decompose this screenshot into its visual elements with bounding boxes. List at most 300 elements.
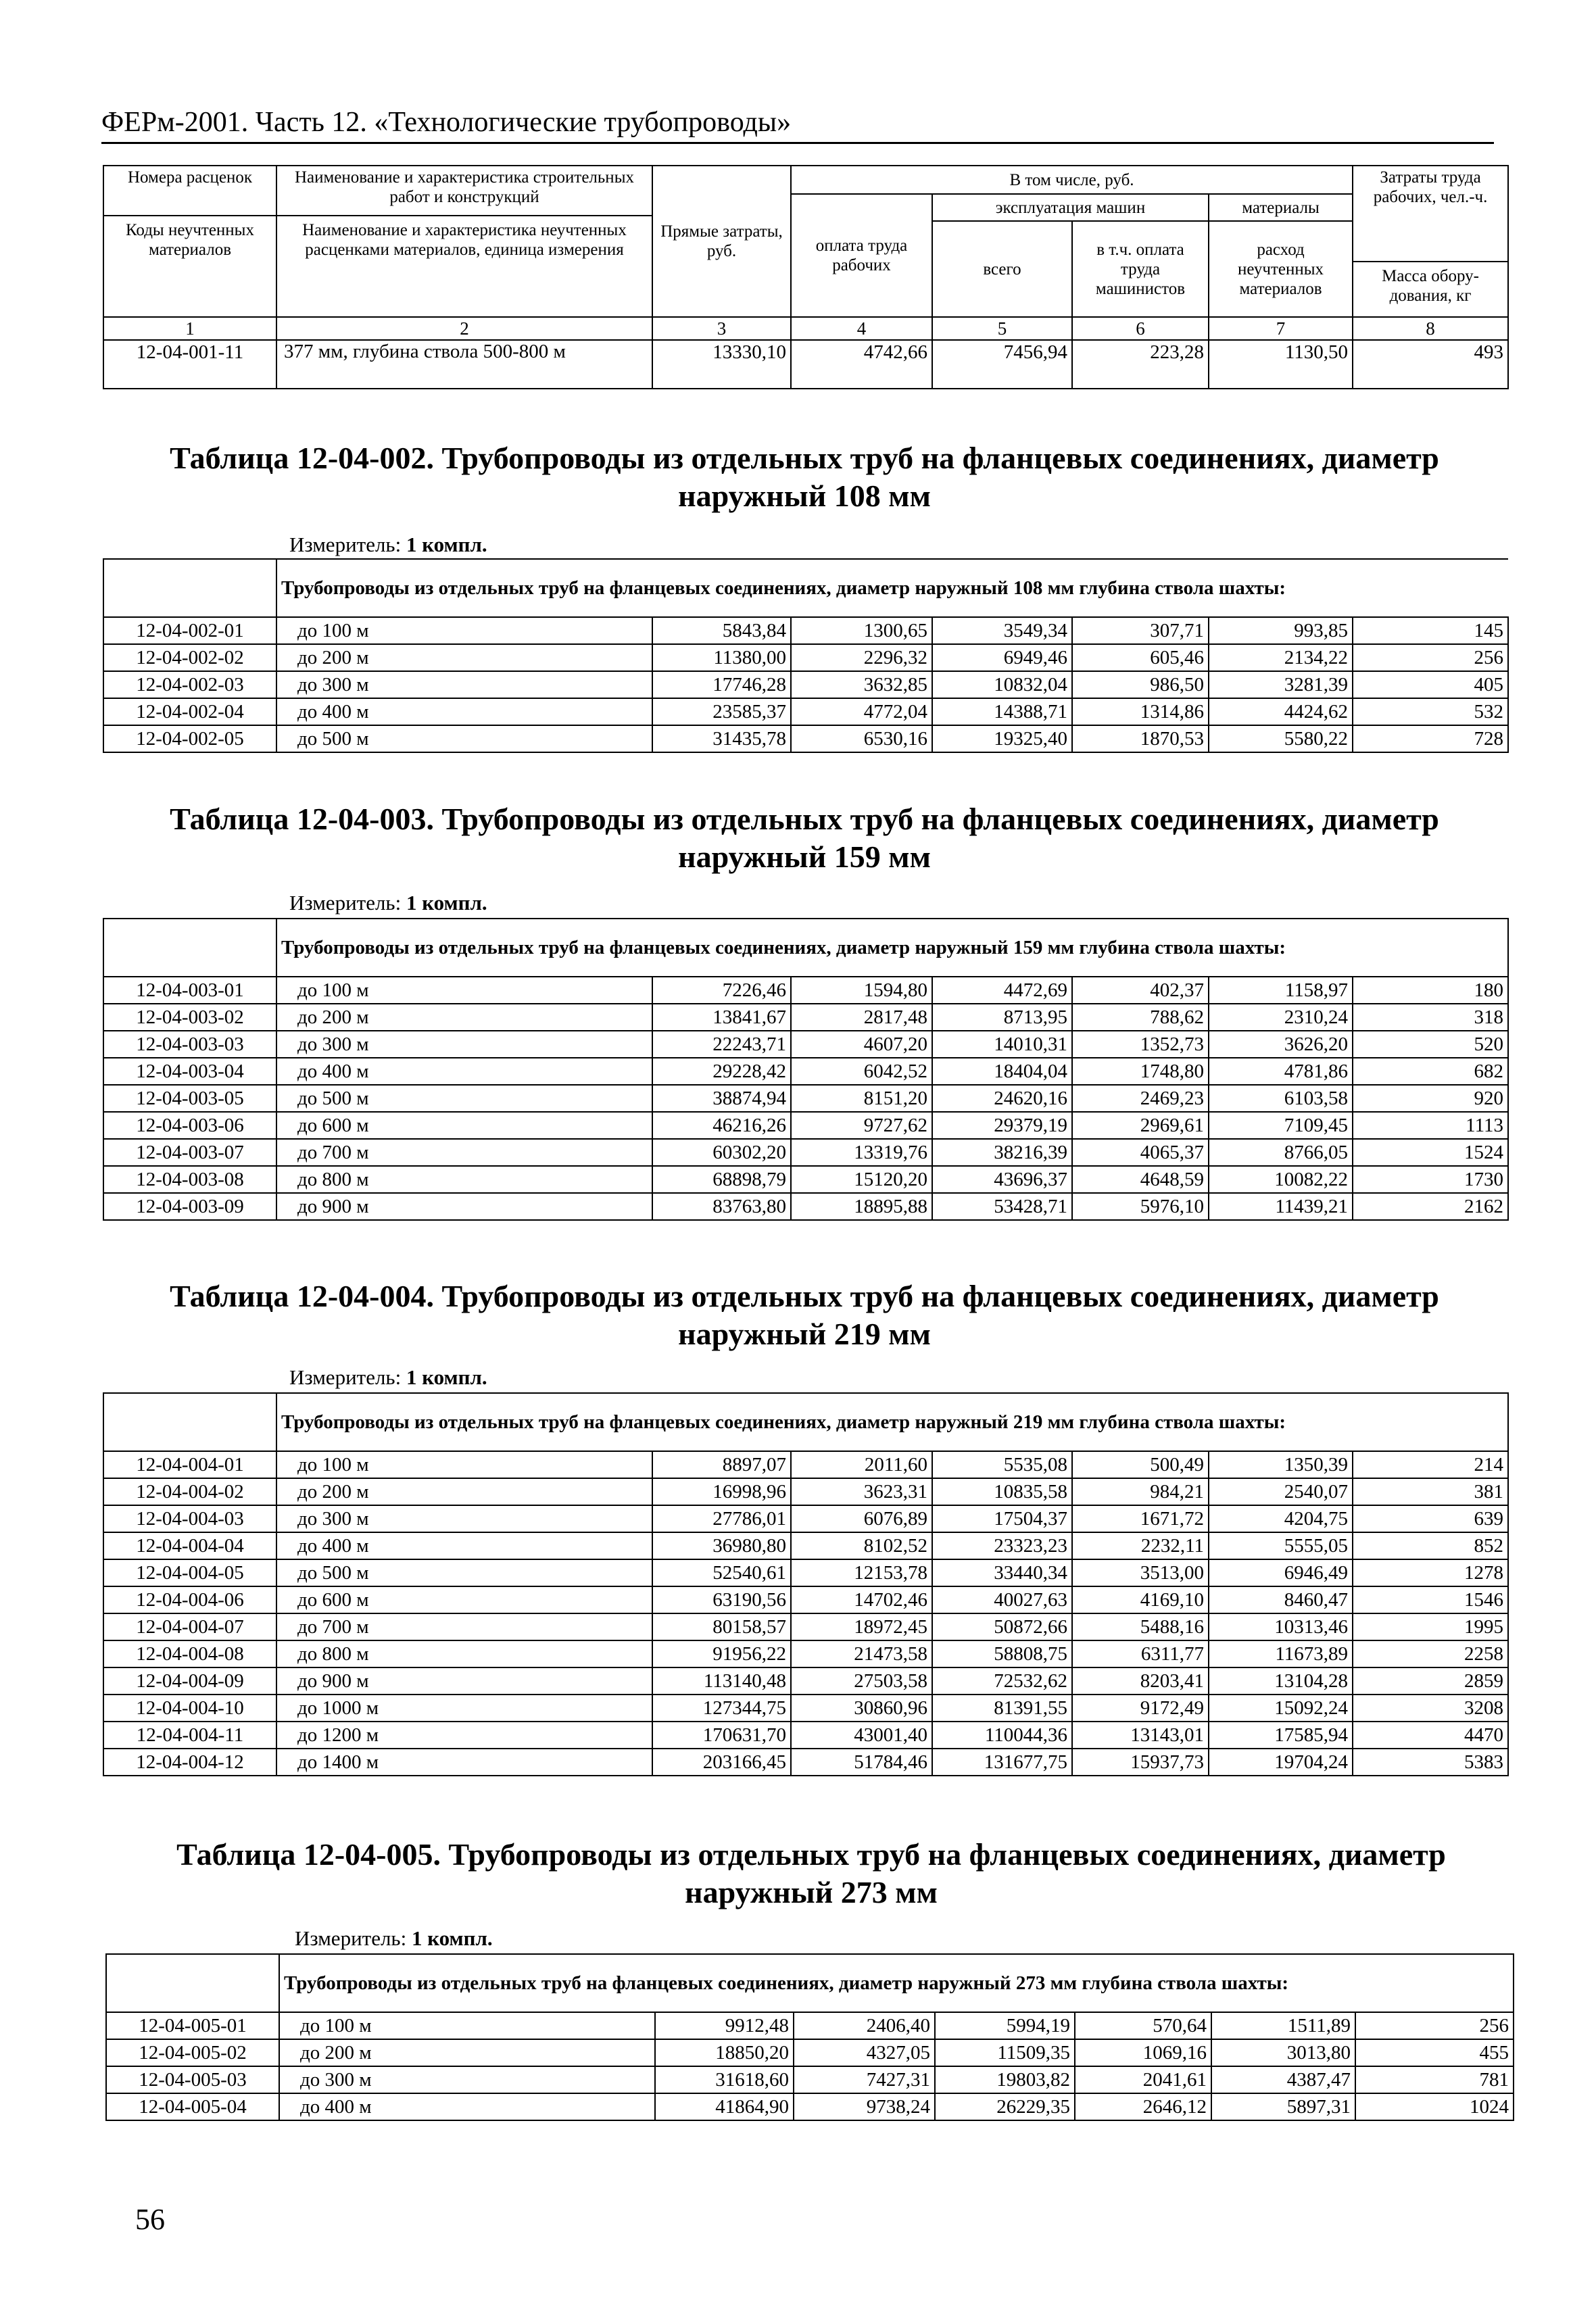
table-title-line2: наружный 273 мм	[685, 1875, 938, 1909]
cost-value: 14702,46	[791, 1586, 932, 1613]
rate-code: 12-04-003-04	[103, 1058, 276, 1085]
depth-range: до 800 м	[276, 1166, 652, 1193]
depth-range: до 900 м	[276, 1667, 652, 1695]
cost-value: 80158,57	[652, 1613, 791, 1640]
column-index: 6	[1072, 317, 1209, 340]
column-index: 8	[1353, 317, 1508, 340]
header-group-total: В том числе, руб.	[791, 166, 1353, 194]
cost-value: 52540,61	[652, 1559, 791, 1586]
header-group-machines: эксплуатация машин	[932, 194, 1209, 221]
cost-value: 81391,55	[932, 1695, 1072, 1722]
cost-value: 29228,42	[652, 1058, 791, 1085]
cost-value: 500,49	[1072, 1451, 1209, 1478]
cost-value: 1350,39	[1209, 1451, 1353, 1478]
cost-value: 4470	[1353, 1722, 1508, 1749]
rate-code: 12-04-004-12	[103, 1749, 276, 1776]
cost-value: 2162	[1353, 1193, 1508, 1220]
cost-value: 38874,94	[652, 1085, 791, 1112]
cost-value: 1278	[1353, 1559, 1508, 1586]
cost-value: 8713,95	[932, 1004, 1072, 1031]
depth-range: до 100 м	[276, 977, 652, 1004]
cost-value: 381	[1353, 1478, 1508, 1505]
header-col8-bottom: Масса обору-дования, кг	[1382, 267, 1479, 305]
table-row	[103, 617, 1508, 644]
cost-value: 2134,22	[1209, 644, 1353, 671]
cost-value: 127344,75	[652, 1695, 791, 1722]
cost-value: 11439,21	[1209, 1193, 1353, 1220]
cost-value: 2310,24	[1209, 1004, 1353, 1031]
rate-code: 12-04-004-08	[103, 1640, 276, 1667]
table-row	[103, 1505, 1508, 1532]
cost-value: 532	[1353, 698, 1508, 725]
cost-value: 2232,11	[1072, 1532, 1209, 1559]
table-caption: Трубопроводы из отдельных труб на фланцевых соединениях, диаметр наружный 219 мм глубина ствола шахты:	[276, 1393, 1508, 1451]
rate-code: 12-04-005-01	[106, 2012, 279, 2039]
cost-value: 2406,40	[794, 2012, 935, 2039]
depth-range: до 700 м	[276, 1139, 652, 1166]
cost-value: 2296,32	[791, 644, 932, 671]
cost-value: 58808,75	[932, 1640, 1072, 1667]
table-title-line1: Таблица 12-04-003. Трубопроводы из отдельных труб на фланцевых соединениях, диаметр	[170, 802, 1439, 836]
cost-value: 4772,04	[791, 698, 932, 725]
cost-value: 5383	[1353, 1749, 1508, 1776]
cost-value: 17585,94	[1209, 1722, 1353, 1749]
cost-value: 145	[1353, 617, 1508, 644]
column-index: 1	[103, 317, 276, 340]
column-index: 3	[652, 317, 791, 340]
rate-code: 12-04-003-01	[103, 977, 276, 1004]
unit-label: Измеритель:	[289, 1365, 402, 1389]
cost-value: 2540,07	[1209, 1478, 1353, 1505]
cost-value: 7109,45	[1209, 1112, 1353, 1139]
depth-range: до 1400 м	[276, 1749, 652, 1776]
depth-range: до 1000 м	[276, 1695, 652, 1722]
cost-value: 17504,37	[932, 1505, 1072, 1532]
cost-value: 18895,88	[791, 1193, 932, 1220]
cost-value: 1594,80	[791, 977, 932, 1004]
unit-of-measure	[289, 891, 487, 915]
cost-value: 4169,10	[1072, 1586, 1209, 1613]
rate-code: 12-04-003-02	[103, 1004, 276, 1031]
table-title	[101, 1277, 1507, 1353]
header-col1-separator	[104, 215, 276, 216]
table-title-line2: наружный 108 мм	[678, 479, 931, 513]
cost-value: 7427,31	[794, 2066, 935, 2093]
cost-value: 1069,16	[1075, 2039, 1211, 2066]
cost-value: 15092,24	[1209, 1695, 1353, 1722]
cost-value: 12153,78	[791, 1559, 932, 1586]
unit-of-measure	[289, 533, 487, 557]
table-row	[106, 2093, 1514, 2120]
unit-label: Измеритель:	[289, 891, 402, 915]
cost-value: 3549,34	[932, 617, 1072, 644]
cost-value: 5897,31	[1211, 2093, 1355, 2120]
depth-range: до 700 м	[276, 1613, 652, 1640]
cost-value: 72532,62	[932, 1667, 1072, 1695]
unit-value: 1 компл.	[406, 891, 487, 915]
caption-spacer	[103, 1393, 276, 1451]
cost-value: 984,21	[1072, 1478, 1209, 1505]
cost-value: 53428,71	[932, 1193, 1072, 1220]
rate-code: 12-04-004-06	[103, 1586, 276, 1613]
first-row-value: 4742,66	[791, 340, 932, 389]
caption-spacer	[103, 919, 276, 977]
rate-code: 12-04-004-03	[103, 1505, 276, 1532]
table-row	[103, 1193, 1508, 1220]
rate-code: 12-04-004-09	[103, 1667, 276, 1695]
cost-value: 21473,58	[791, 1640, 932, 1667]
unit-value: 1 компл.	[406, 533, 487, 556]
cost-value: 2011,60	[791, 1451, 932, 1478]
first-row-value: 493	[1353, 340, 1508, 389]
cost-value: 11673,89	[1209, 1640, 1353, 1667]
table-row	[103, 1695, 1508, 1722]
depth-range: до 300 м	[276, 1505, 652, 1532]
table-row	[103, 671, 1508, 698]
depth-range: до 100 м	[276, 1451, 652, 1478]
cost-value: 23323,23	[932, 1532, 1072, 1559]
depth-range: до 500 м	[276, 1559, 652, 1586]
table-body	[106, 2012, 1514, 2120]
caption-spacer	[106, 1954, 279, 2012]
table-body	[103, 1451, 1508, 1776]
table-row	[103, 1559, 1508, 1586]
rates-table-12-04-003	[103, 918, 1509, 1221]
rate-code: 12-04-003-06	[103, 1112, 276, 1139]
rates-table-12-04-005	[105, 1953, 1514, 2121]
cost-value: 1546	[1353, 1586, 1508, 1613]
depth-range: до 500 м	[276, 1085, 652, 1112]
header-group-materials: материалы	[1209, 194, 1353, 221]
cost-value: 4781,86	[1209, 1058, 1353, 1085]
depth-range: до 500 м	[276, 725, 652, 752]
depth-range: до 900 м	[276, 1193, 652, 1220]
cost-value: 43001,40	[791, 1722, 932, 1749]
cost-value: 1511,89	[1211, 2012, 1355, 2039]
cost-value: 8897,07	[652, 1451, 791, 1478]
cost-value: 46216,26	[652, 1112, 791, 1139]
cost-value: 728	[1353, 725, 1508, 752]
cost-value: 180	[1353, 977, 1508, 1004]
cost-value: 2969,61	[1072, 1112, 1209, 1139]
unit-of-measure	[295, 1926, 493, 1951]
cost-value: 1352,73	[1072, 1031, 1209, 1058]
depth-range: до 300 м	[276, 671, 652, 698]
rate-code: 12-04-005-03	[106, 2066, 279, 2093]
rate-code: 12-04-003-05	[103, 1085, 276, 1112]
cost-value: 3513,00	[1072, 1559, 1209, 1586]
cost-value: 402,37	[1072, 977, 1209, 1004]
table-row	[103, 1004, 1508, 1031]
depth-range: до 400 м	[279, 2093, 655, 2120]
rates-table-12-04-002	[103, 558, 1509, 753]
cost-value: 13841,67	[652, 1004, 791, 1031]
header-machines-total: всего	[932, 221, 1072, 317]
rate-code: 12-04-005-04	[106, 2093, 279, 2120]
cost-value: 6530,16	[791, 725, 932, 752]
first-row-value: 13330,10	[652, 340, 791, 389]
depth-range: до 800 м	[276, 1640, 652, 1667]
depth-range: до 100 м	[279, 2012, 655, 2039]
cost-value: 4648,59	[1072, 1166, 1209, 1193]
cost-value: 11509,35	[935, 2039, 1075, 2066]
cost-value: 30860,96	[791, 1695, 932, 1722]
table-title-line2: наружный 219 мм	[678, 1317, 931, 1351]
cost-value: 256	[1355, 2012, 1514, 2039]
cost-value: 4472,69	[932, 977, 1072, 1004]
table-row	[103, 977, 1508, 1004]
cost-value: 68898,79	[652, 1166, 791, 1193]
cost-value: 1024	[1355, 2093, 1514, 2120]
depth-range: до 600 м	[276, 1586, 652, 1613]
depth-range: до 300 м	[279, 2066, 655, 2093]
cost-value: 920	[1353, 1085, 1508, 1112]
table-title	[101, 800, 1507, 876]
cost-value: 18850,20	[655, 2039, 794, 2066]
unit-label: Измеритель:	[295, 1926, 407, 1950]
cost-value: 4387,47	[1211, 2066, 1355, 2093]
cost-value: 1113	[1353, 1112, 1508, 1139]
cost-value: 31435,78	[652, 725, 791, 752]
table-row	[103, 1085, 1508, 1112]
cost-value: 38216,39	[932, 1139, 1072, 1166]
cost-value: 3013,80	[1211, 2039, 1355, 2066]
table-caption: Трубопроводы из отдельных труб на фланцевых соединениях, диаметр наружный 159 мм глубина ствола шахты:	[276, 919, 1508, 977]
depth-range: до 400 м	[276, 698, 652, 725]
rate-code: 12-04-004-01	[103, 1451, 276, 1478]
cost-value: 852	[1353, 1532, 1508, 1559]
cost-value: 41864,90	[655, 2093, 794, 2120]
cost-value: 3208	[1353, 1695, 1508, 1722]
table-title-line2: наружный 159 мм	[678, 839, 931, 874]
unit-of-measure	[289, 1365, 487, 1390]
cost-value: 4607,20	[791, 1031, 932, 1058]
table-row	[103, 1586, 1508, 1613]
cost-value: 8460,47	[1209, 1586, 1353, 1613]
cost-value: 3623,31	[791, 1478, 932, 1505]
depth-range: до 100 м	[276, 617, 652, 644]
table-title	[108, 1836, 1514, 1911]
cost-value: 605,46	[1072, 644, 1209, 671]
cost-value: 2258	[1353, 1640, 1508, 1667]
cost-value: 4065,37	[1072, 1139, 1209, 1166]
depth-range: до 400 м	[276, 1532, 652, 1559]
cost-value: 5580,22	[1209, 725, 1353, 752]
depth-range: до 200 м	[279, 2039, 655, 2066]
cost-value: 170631,70	[652, 1722, 791, 1749]
cost-value: 24620,16	[932, 1085, 1072, 1112]
cost-value: 18972,45	[791, 1613, 932, 1640]
cost-value: 63190,56	[652, 1586, 791, 1613]
table-row	[103, 1478, 1508, 1505]
table-row	[103, 1532, 1508, 1559]
cost-value: 1671,72	[1072, 1505, 1209, 1532]
cost-value: 11380,00	[652, 644, 791, 671]
rate-code: 12-04-004-07	[103, 1613, 276, 1640]
running-head: ФЕРм-2001. Часть 12. «Технологические трубопроводы»	[101, 105, 1494, 144]
rate-code: 12-04-002-01	[103, 617, 276, 644]
cost-value: 18404,04	[932, 1058, 1072, 1085]
header-col8	[1353, 166, 1508, 317]
cost-value: 19803,82	[935, 2066, 1075, 2093]
cost-value: 131677,75	[932, 1749, 1072, 1776]
rate-code: 12-04-004-10	[103, 1695, 276, 1722]
table-caption: Трубопроводы из отдельных труб на фланцевых соединениях, диаметр наружный 273 мм глубина ствола шахты:	[279, 1954, 1514, 2012]
rate-code: 12-04-002-03	[103, 671, 276, 698]
depth-range: до 600 м	[276, 1112, 652, 1139]
rate-code: 12-04-003-09	[103, 1193, 276, 1220]
cost-value: 5994,19	[935, 2012, 1075, 2039]
table-row	[103, 644, 1508, 671]
first-row-value: 1130,50	[1209, 340, 1353, 389]
cost-value: 1158,97	[1209, 977, 1353, 1004]
table-row	[103, 1613, 1508, 1640]
cost-value: 4204,75	[1209, 1505, 1353, 1532]
cost-value: 2646,12	[1075, 2093, 1211, 2120]
cost-value: 5976,10	[1072, 1193, 1209, 1220]
header-col1	[103, 166, 276, 317]
rate-code: 12-04-004-02	[103, 1478, 276, 1505]
depth-range: до 1200 м	[276, 1722, 652, 1749]
rate-code: 12-04-005-02	[106, 2039, 279, 2066]
cost-value: 1314,86	[1072, 698, 1209, 725]
header-col2-top: Наименование и характеристика строительных работ и конструкций	[294, 168, 634, 206]
header-col8-top: Затраты труда рабочих, чел.-ч.	[1373, 168, 1488, 206]
table-caption: Трубопроводы из отдельных труб на фланцевых соединениях, диаметр наружный 108 мм глубина ствола шахты:	[276, 559, 1508, 617]
cost-value: 9172,49	[1072, 1695, 1209, 1722]
table-title-line1: Таблица 12-04-005. Трубопроводы из отдельных труб на фланцевых соединениях, диаметр	[176, 1837, 1446, 1872]
table-row	[103, 1058, 1508, 1085]
cost-value: 13143,01	[1072, 1722, 1209, 1749]
cost-value: 27786,01	[652, 1505, 791, 1532]
cost-value: 639	[1353, 1505, 1508, 1532]
cost-value: 5535,08	[932, 1451, 1072, 1478]
cost-value: 4327,05	[794, 2039, 935, 2066]
cost-value: 2041,61	[1075, 2066, 1211, 2093]
cost-value: 1730	[1353, 1166, 1508, 1193]
cost-value: 29379,19	[932, 1112, 1072, 1139]
header-materials-consumption: расход неучтенных материалов	[1209, 221, 1353, 317]
table-row	[103, 698, 1508, 725]
cost-value: 83763,80	[652, 1193, 791, 1220]
cost-value: 22243,71	[652, 1031, 791, 1058]
unit-value: 1 компл.	[411, 1926, 493, 1950]
cost-value: 986,50	[1072, 671, 1209, 698]
cost-value: 33440,34	[932, 1559, 1072, 1586]
table-row	[103, 1031, 1508, 1058]
cost-value: 14010,31	[932, 1031, 1072, 1058]
cost-value: 91956,22	[652, 1640, 791, 1667]
cost-value: 50872,66	[932, 1613, 1072, 1640]
cost-value: 8766,05	[1209, 1139, 1353, 1166]
cost-value: 9738,24	[794, 2093, 935, 2120]
cost-value: 10313,46	[1209, 1613, 1353, 1640]
table-row	[103, 1139, 1508, 1166]
cost-value: 788,62	[1072, 1004, 1209, 1031]
header-direct-costs: Прямые затраты, руб.	[652, 166, 791, 317]
rate-code: 12-04-003-08	[103, 1166, 276, 1193]
cost-value: 520	[1353, 1031, 1508, 1058]
cost-value: 15937,73	[1072, 1749, 1209, 1776]
rates-table-12-04-004	[103, 1392, 1509, 1776]
table-body	[103, 977, 1508, 1220]
cost-value: 14388,71	[932, 698, 1072, 725]
cost-value: 2817,48	[791, 1004, 932, 1031]
cost-value: 6949,46	[932, 644, 1072, 671]
cost-value: 40027,63	[932, 1586, 1072, 1613]
table-row	[103, 1166, 1508, 1193]
header-labor-pay: оплата труда рабочих	[791, 194, 932, 317]
unit-label: Измеритель:	[289, 533, 402, 556]
cost-value: 318	[1353, 1004, 1508, 1031]
table-title-line1: Таблица 12-04-004. Трубопроводы из отдельных труб на фланцевых соединениях, диаметр	[170, 1279, 1439, 1313]
table-row	[103, 1722, 1508, 1749]
rate-code: 12-04-002-05	[103, 725, 276, 752]
first-row-value: 223,28	[1072, 340, 1209, 389]
cost-value: 993,85	[1209, 617, 1353, 644]
header-col2	[276, 166, 652, 317]
rate-code: 12-04-002-02	[103, 644, 276, 671]
cost-value: 1300,65	[791, 617, 932, 644]
rate-code: 12-04-004-04	[103, 1532, 276, 1559]
cost-value: 51784,46	[791, 1749, 932, 1776]
cost-value: 113140,48	[652, 1667, 791, 1695]
cost-value: 1995	[1353, 1613, 1508, 1640]
column-header-table	[103, 165, 1509, 389]
cost-value: 4424,62	[1209, 698, 1353, 725]
depth-range: до 200 м	[276, 1004, 652, 1031]
cost-value: 8151,20	[791, 1085, 932, 1112]
cost-value: 19325,40	[932, 725, 1072, 752]
table-row	[103, 1451, 1508, 1478]
cost-value: 3281,39	[1209, 671, 1353, 698]
cost-value: 570,64	[1075, 2012, 1211, 2039]
cost-value: 6076,89	[791, 1505, 932, 1532]
cost-value: 17746,28	[652, 671, 791, 698]
cost-value: 307,71	[1072, 617, 1209, 644]
cost-value: 19704,24	[1209, 1749, 1353, 1776]
rate-code: 12-04-002-04	[103, 698, 276, 725]
table-row	[103, 1112, 1508, 1139]
rate-code: 12-04-003-07	[103, 1139, 276, 1166]
cost-value: 13104,28	[1209, 1667, 1353, 1695]
cost-value: 16998,96	[652, 1478, 791, 1505]
cost-value: 3626,20	[1209, 1031, 1353, 1058]
table-row	[103, 1640, 1508, 1667]
table-row	[106, 2012, 1514, 2039]
cost-value: 6946,49	[1209, 1559, 1353, 1586]
cost-value: 455	[1355, 2039, 1514, 2066]
header-col8-separator	[1353, 261, 1507, 262]
table-row	[103, 725, 1508, 752]
cost-value: 15120,20	[791, 1166, 932, 1193]
table-body	[103, 617, 1508, 752]
depth-range: до 200 м	[276, 644, 652, 671]
cost-value: 2859	[1353, 1667, 1508, 1695]
first-row-code: 12-04-001-11	[103, 340, 276, 389]
cost-value: 214	[1353, 1451, 1508, 1478]
rate-code: 12-04-003-03	[103, 1031, 276, 1058]
caption-spacer	[103, 559, 276, 617]
first-row-name: 377 мм, глубина ствола 500-800 м	[276, 340, 652, 389]
depth-range: до 400 м	[276, 1058, 652, 1085]
header-operators-pay: в т.ч. оплата труда машинистов	[1072, 221, 1209, 317]
table-row	[103, 1667, 1508, 1695]
cost-value: 781	[1355, 2066, 1514, 2093]
header-col1-top: Номера расценок	[127, 168, 253, 187]
cost-value: 13319,76	[791, 1139, 932, 1166]
cost-value: 6103,58	[1209, 1085, 1353, 1112]
